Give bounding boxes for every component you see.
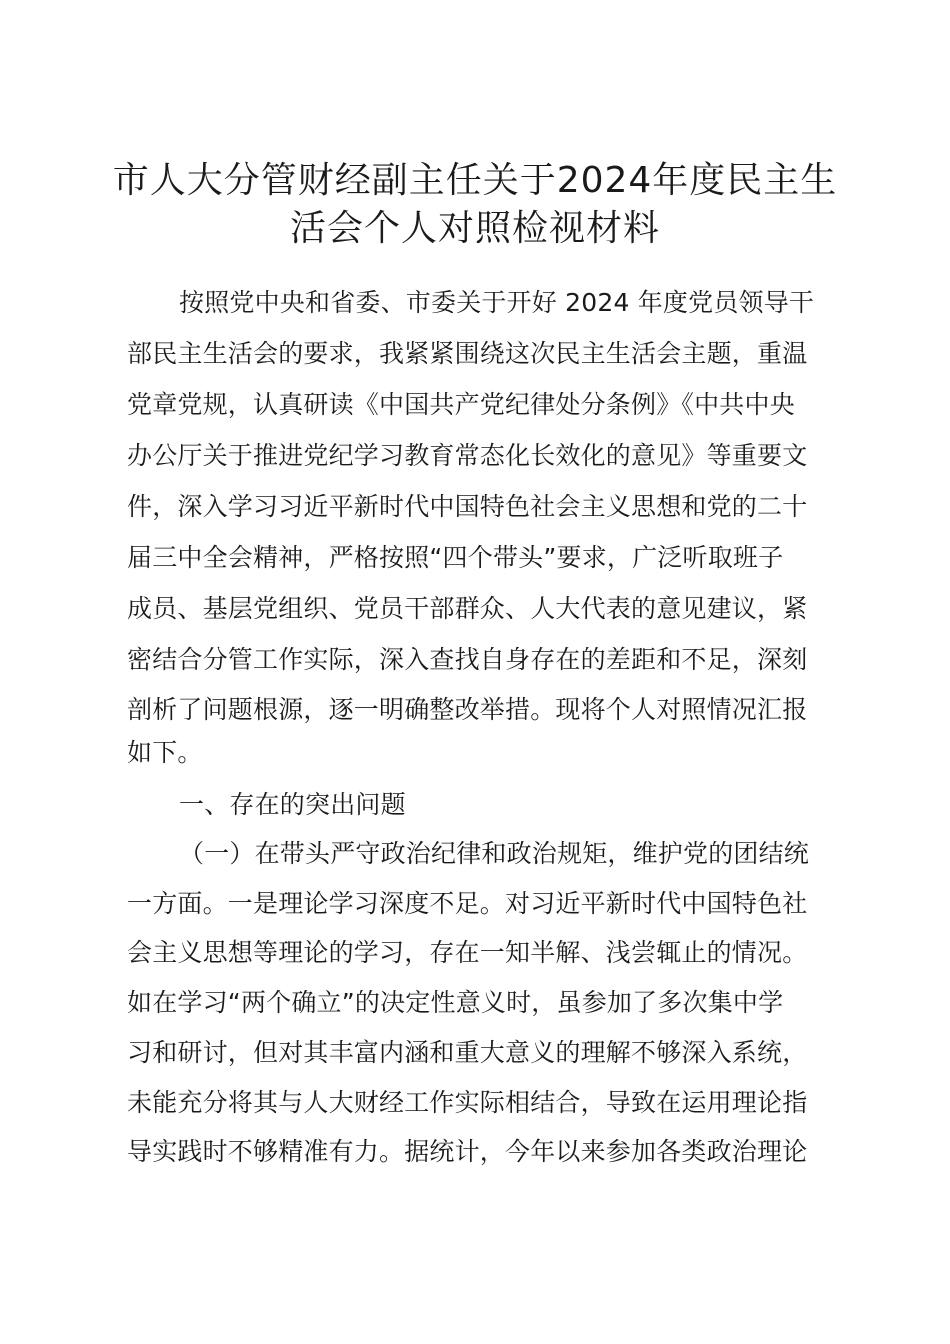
- body-line-6: 届三中全会精神，严格按照“四个带头”要求，广泛听取班子: [127, 543, 784, 572]
- body-line-3: 党章党规，认真研读《中国共产党纪律处分条例》《中共中央: [127, 390, 795, 419]
- document-title-line-2: 活会个人对照检视材料: [289, 208, 660, 249]
- body-line-14: 会主义思想等理论的学习，存在一知半解、浅尝辄止的情况。: [127, 938, 808, 967]
- body-line-12: （一）在带头严守政治纪律和政治规矩，维护党的团结统: [179, 839, 810, 868]
- body-line-13: 一方面。一是理论学习深度不足。对习近平新时代中国特色社: [127, 889, 808, 918]
- document-title-line-1: 市人大分管财经副主任关于2024年度民主生: [112, 160, 838, 201]
- body-line-16: 习和研讨，但对其丰富内涵和重大意义的理解不够深入系统，: [127, 1038, 808, 1067]
- body-line-1: 按照党中央和省委、市委关于开好 2024 年度党员领导干: [179, 288, 815, 317]
- body-line-7: 成员、基层党组织、党员干部群众、人大代表的意见建议，紧: [127, 594, 808, 623]
- body-line-9: 剖析了问题根源，逐一明确整改举措。现将个人对照情况汇报: [127, 695, 808, 724]
- body-line-10: 如下。: [127, 738, 203, 767]
- body-line-17: 未能充分将其与人大财经工作实际相结合，导致在运用理论指: [127, 1088, 808, 1117]
- body-line-8: 密结合分管工作实际，深入查找自身存在的差距和不足，深刻: [127, 645, 808, 674]
- body-line-4: 办公厅关于推进党纪学习教育常态化长效化的意见》等重要文: [127, 441, 808, 470]
- body-line-2: 部民主生活会的要求，我紧紧围绕这次民主生活会主题，重温: [127, 339, 808, 368]
- body-line-15: 如在学习“两个确立”的决定性意义时，虽参加了多次集中学: [127, 988, 784, 1017]
- body-line-5: 件，深入学习习近平新时代中国特色社会主义思想和党的二十: [127, 492, 808, 521]
- body-line-18: 导实践时不够精准有力。据统计，今年以来参加各类政治理论: [127, 1137, 808, 1166]
- section-heading: 一、存在的突出问题: [179, 790, 406, 819]
